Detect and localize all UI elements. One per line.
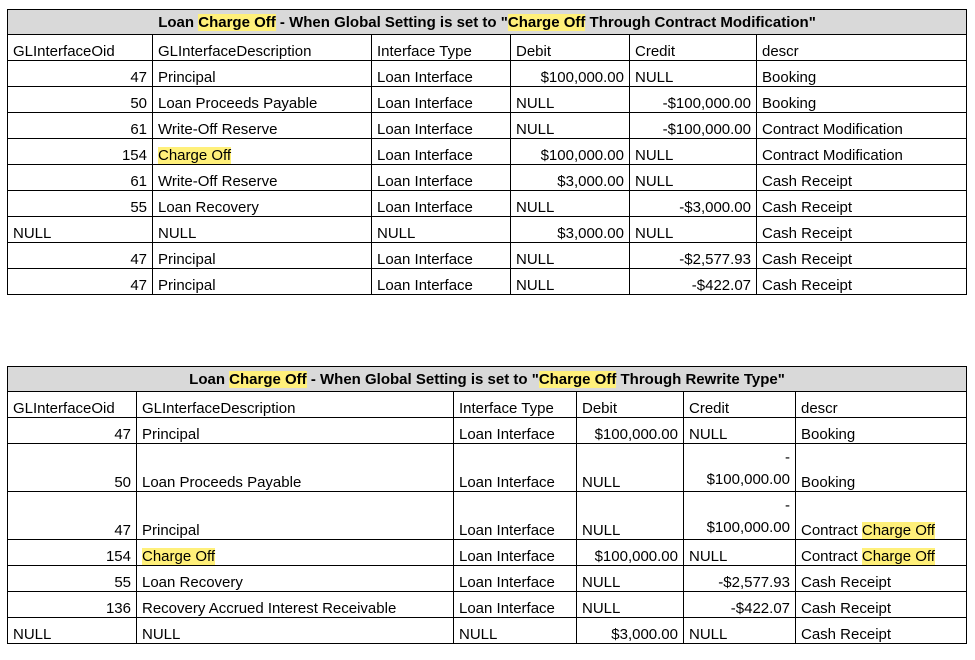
table-row bbox=[8, 243, 967, 269]
table-title bbox=[8, 10, 967, 35]
title-highlight: Charge Off bbox=[229, 370, 307, 388]
table-row bbox=[8, 61, 967, 87]
cell-credit bbox=[684, 444, 796, 492]
cell-interface-type: Loan Interface bbox=[454, 540, 577, 566]
cell-oid: 55 bbox=[8, 566, 137, 592]
cell-oid: 47 bbox=[8, 418, 137, 444]
cell-descr bbox=[796, 492, 967, 540]
cell-debit: NULL bbox=[511, 243, 630, 269]
cell-descr: Cash Receipt bbox=[757, 217, 967, 243]
cell-interface-type: Loan Interface bbox=[372, 165, 511, 191]
title-text: - When Global Setting is set to " bbox=[275, 13, 508, 31]
cell-interface-type: Loan Interface bbox=[454, 418, 577, 444]
cell-credit: -$100,000.00 bbox=[630, 113, 757, 139]
cell-oid: 47 bbox=[8, 243, 153, 269]
cell-credit: NULL bbox=[630, 217, 757, 243]
cell-oid: 47 bbox=[8, 61, 153, 87]
title-text: Through Contract Modification" bbox=[585, 13, 816, 31]
credit-amount: $100,000.00 bbox=[706, 519, 790, 536]
cell-oid: 154 bbox=[8, 540, 137, 566]
cell-descr: Cash Receipt bbox=[757, 269, 967, 295]
cell-oid: 136 bbox=[8, 592, 137, 618]
table-row bbox=[8, 165, 967, 191]
table-row bbox=[8, 113, 967, 139]
header-glinterfacedescription: GLInterfaceDescription bbox=[137, 392, 454, 418]
table-row bbox=[8, 191, 967, 217]
cell-descr: Booking bbox=[796, 418, 967, 444]
cell-description: Write-Off Reserve bbox=[153, 113, 372, 139]
header-row bbox=[8, 392, 967, 418]
header-row bbox=[8, 35, 967, 61]
table-row bbox=[8, 217, 967, 243]
cell-credit: NULL bbox=[684, 418, 796, 444]
title-highlight: Charge Off bbox=[198, 13, 276, 31]
cell-interface-type: Loan Interface bbox=[372, 243, 511, 269]
cell-description: Loan Proceeds Payable bbox=[153, 87, 372, 113]
cell-debit: $100,000.00 bbox=[577, 540, 684, 566]
title-text: - When Global Setting is set to " bbox=[306, 370, 539, 388]
cell-oid: 154 bbox=[8, 139, 153, 165]
cell-debit: NULL bbox=[511, 113, 630, 139]
cell-description: NULL bbox=[137, 618, 454, 644]
credit-amount: $100,000.00 bbox=[706, 471, 790, 488]
table-row bbox=[8, 492, 967, 540]
cell-credit: -$422.07 bbox=[684, 592, 796, 618]
header-glinterfacedescription: GLInterfaceDescription bbox=[153, 35, 372, 61]
cell-interface-type: Loan Interface bbox=[372, 191, 511, 217]
table-title-row bbox=[8, 367, 967, 392]
cell-descr: Cash Receipt bbox=[796, 592, 967, 618]
cell-credit: -$3,000.00 bbox=[630, 191, 757, 217]
cell-interface-type: NULL bbox=[454, 618, 577, 644]
cell-descr: Booking bbox=[796, 444, 967, 492]
cell-debit: $100,000.00 bbox=[511, 61, 630, 87]
cell-credit: NULL bbox=[684, 618, 796, 644]
cell-credit: -$2,577.93 bbox=[630, 243, 757, 269]
cell-description bbox=[153, 139, 372, 165]
table-row bbox=[8, 87, 967, 113]
cell-interface-type: Loan Interface bbox=[454, 444, 577, 492]
charge-off-contract-modification-table bbox=[7, 9, 967, 295]
cell-descr bbox=[796, 540, 967, 566]
header-glinterfaceoid: GLInterfaceOid bbox=[8, 392, 137, 418]
cell-interface-type: Loan Interface bbox=[372, 269, 511, 295]
header-credit: Credit bbox=[630, 35, 757, 61]
cell-description: Principal bbox=[153, 269, 372, 295]
cell-oid: 47 bbox=[8, 269, 153, 295]
cell-description: Loan Recovery bbox=[137, 566, 454, 592]
table-row bbox=[8, 269, 967, 295]
header-credit: Credit bbox=[684, 392, 796, 418]
cell-debit: $100,000.00 bbox=[577, 418, 684, 444]
cell-interface-type: NULL bbox=[372, 217, 511, 243]
cell-debit: $3,000.00 bbox=[577, 618, 684, 644]
cell-description: Principal bbox=[137, 492, 454, 540]
cell-descr: Cash Receipt bbox=[757, 191, 967, 217]
cell-description: Principal bbox=[137, 418, 454, 444]
cell-oid: 55 bbox=[8, 191, 153, 217]
cell-debit: NULL bbox=[511, 87, 630, 113]
table-row bbox=[8, 540, 967, 566]
cell-credit bbox=[684, 492, 796, 540]
table-row bbox=[8, 139, 967, 165]
cell-descr: Booking bbox=[757, 61, 967, 87]
cell-description: Principal bbox=[153, 243, 372, 269]
cell-interface-type: Loan Interface bbox=[372, 139, 511, 165]
cell-oid: 47 bbox=[8, 492, 137, 540]
table-title bbox=[8, 367, 967, 392]
header-descr: descr bbox=[796, 392, 967, 418]
cell-description: Recovery Accrued Interest Receivable bbox=[137, 592, 454, 618]
table-title-row bbox=[8, 10, 967, 35]
cell-interface-type: Loan Interface bbox=[454, 566, 577, 592]
table-row bbox=[8, 566, 967, 592]
table-row bbox=[8, 418, 967, 444]
header-descr: descr bbox=[757, 35, 967, 61]
cell-credit: -$422.07 bbox=[630, 269, 757, 295]
cell-debit: NULL bbox=[577, 566, 684, 592]
cell-debit: NULL bbox=[577, 444, 684, 492]
cell-descr: Cash Receipt bbox=[757, 165, 967, 191]
table-row bbox=[8, 444, 967, 492]
cell-oid: NULL bbox=[8, 217, 153, 243]
header-interface-type: Interface Type bbox=[372, 35, 511, 61]
cell-debit: NULL bbox=[511, 191, 630, 217]
cell-credit: -$2,577.93 bbox=[684, 566, 796, 592]
cell-interface-type: Loan Interface bbox=[372, 87, 511, 113]
table-row bbox=[8, 592, 967, 618]
credit-sign: - bbox=[785, 497, 790, 514]
descr-text: Contract bbox=[801, 548, 862, 565]
title-highlight: Charge Off bbox=[507, 13, 586, 31]
cell-debit: NULL bbox=[511, 269, 630, 295]
cell-interface-type: Loan Interface bbox=[372, 61, 511, 87]
cell-interface-type: Loan Interface bbox=[454, 492, 577, 540]
cell-description: Principal bbox=[153, 61, 372, 87]
cell-description: Loan Proceeds Payable bbox=[137, 444, 454, 492]
cell-descr: Cash Receipt bbox=[796, 618, 967, 644]
cell-descr: Contract Modification bbox=[757, 113, 967, 139]
cell-description: NULL bbox=[153, 217, 372, 243]
header-glinterfaceoid: GLInterfaceOid bbox=[8, 35, 153, 61]
cell-oid: NULL bbox=[8, 618, 137, 644]
cell-oid: 61 bbox=[8, 165, 153, 191]
title-text: Through Rewrite Type" bbox=[616, 370, 785, 388]
highlighted-text: Charge Off bbox=[861, 522, 935, 539]
cell-description: Loan Recovery bbox=[153, 191, 372, 217]
charge-off-rewrite-type-table bbox=[7, 366, 967, 644]
cell-credit: NULL bbox=[684, 540, 796, 566]
cell-credit: NULL bbox=[630, 165, 757, 191]
title-text: Loan bbox=[189, 370, 230, 388]
cell-oid: 50 bbox=[8, 87, 153, 113]
cell-description bbox=[137, 540, 454, 566]
cell-oid: 50 bbox=[8, 444, 137, 492]
header-debit: Debit bbox=[577, 392, 684, 418]
cell-descr: Cash Receipt bbox=[796, 566, 967, 592]
cell-debit: NULL bbox=[577, 592, 684, 618]
cell-credit: NULL bbox=[630, 61, 757, 87]
header-interface-type: Interface Type bbox=[454, 392, 577, 418]
cell-debit: NULL bbox=[577, 492, 684, 540]
header-debit: Debit bbox=[511, 35, 630, 61]
cell-interface-type: Loan Interface bbox=[454, 592, 577, 618]
title-highlight: Charge Off bbox=[538, 370, 617, 388]
credit-sign: - bbox=[785, 449, 790, 466]
cell-interface-type: Loan Interface bbox=[372, 113, 511, 139]
cell-descr: Contract Modification bbox=[757, 139, 967, 165]
highlighted-text: Charge Off bbox=[142, 548, 216, 565]
highlighted-text: Charge Off bbox=[158, 147, 232, 164]
cell-debit: $100,000.00 bbox=[511, 139, 630, 165]
cell-description: Write-Off Reserve bbox=[153, 165, 372, 191]
cell-credit: NULL bbox=[630, 139, 757, 165]
title-text: Loan bbox=[158, 13, 199, 31]
cell-descr: Booking bbox=[757, 87, 967, 113]
cell-descr: Cash Receipt bbox=[757, 243, 967, 269]
cell-credit: -$100,000.00 bbox=[630, 87, 757, 113]
table-row bbox=[8, 618, 967, 644]
cell-debit: $3,000.00 bbox=[511, 217, 630, 243]
cell-debit: $3,000.00 bbox=[511, 165, 630, 191]
cell-oid: 61 bbox=[8, 113, 153, 139]
highlighted-text: Charge Off bbox=[861, 548, 935, 565]
descr-text: Contract bbox=[801, 522, 862, 539]
